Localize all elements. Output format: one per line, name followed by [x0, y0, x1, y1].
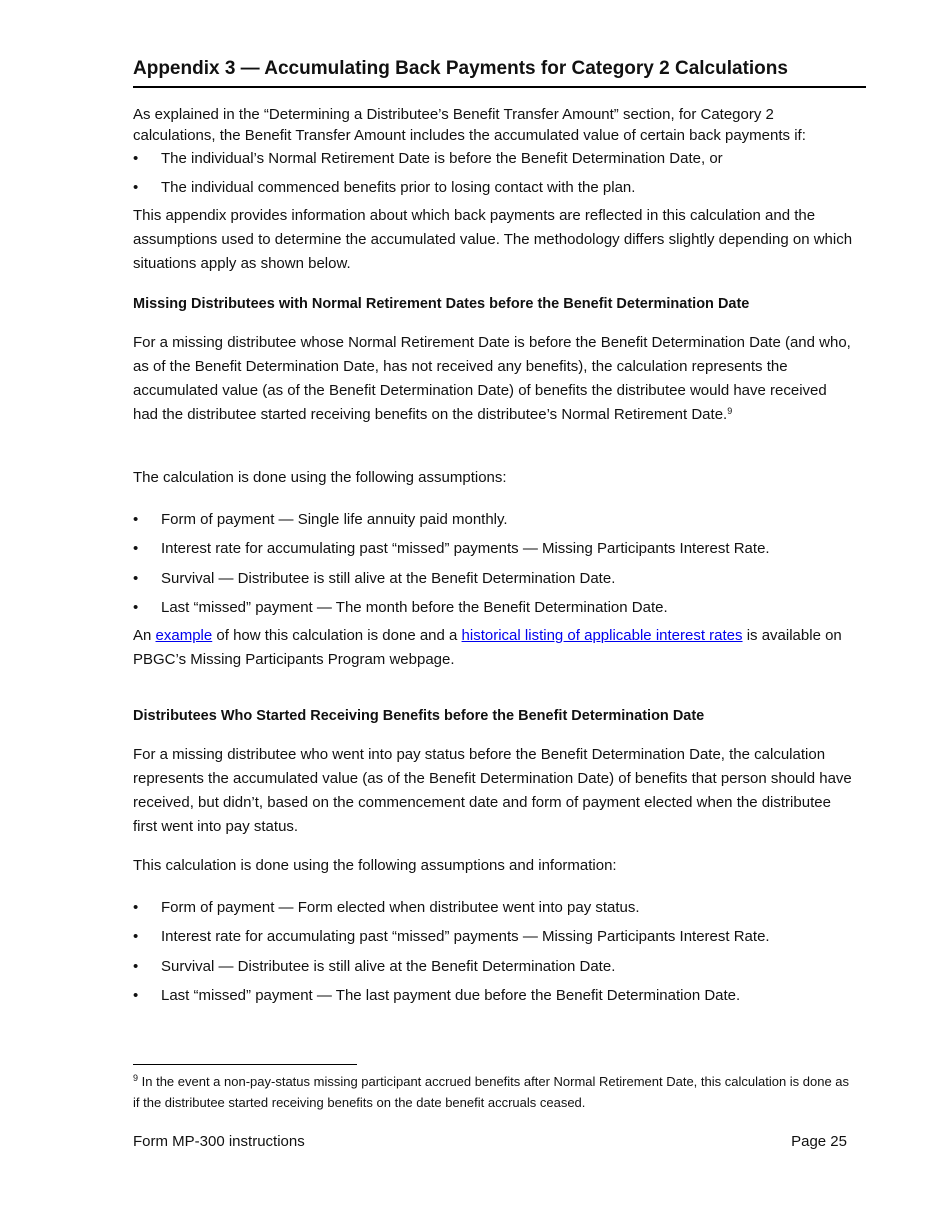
footnote-divider: [133, 1064, 357, 1065]
assumptions-intro: This calculation is done using the following assumptions and information:: [133, 857, 617, 874]
section-heading: Distributees Who Started Receiving Benefits before the Benefit Determination Date: [133, 708, 705, 724]
bullet-icon: •: [133, 958, 139, 975]
bullet-icon: •: [133, 599, 139, 616]
interest-rates-link[interactable]: historical listing of applicable interest rates: [461, 627, 743, 644]
page-title: Appendix 3 — Accumulating Back Payments for Category 2 Calculations: [133, 56, 866, 88]
footer-form-name: Form MP-300 instructions: [133, 1133, 305, 1150]
footnote: $^9$ In the event a non-pay-status missing participant accrued benefits after Normal Retirement Date, this calculation is done as if the distributee started receiving benefits on the date benefit accruals ceased.: [133, 1073, 850, 1110]
footnote-reference[interactable]: 9: [727, 406, 733, 416]
footnote-mark: 9: [133, 1073, 139, 1083]
bullet-icon: •: [133, 150, 139, 167]
bullet-icon: •: [133, 511, 139, 528]
section-heading: Missing Distributees with Normal Retirement Dates before the Benefit Determination Date: [133, 296, 750, 312]
assumptions-intro: The calculation is done using the following assumptions:: [133, 469, 507, 486]
example-link[interactable]: example: [155, 627, 213, 644]
bullet-icon: •: [133, 928, 139, 945]
bullet-icon: •: [133, 899, 139, 916]
links-paragraph: An example of how this calculation is done and a historical listing of applicable interest rates is available on PBGC’s Missing Participants Program webpage.: [133, 627, 842, 668]
section-paragraph: For a missing distributee who went into pay status before the Benefit Determination Date, the calculation represents the accumulated value (as of the Benefit Determination Date) of benefits that person should have received, but didn’t, based on the commencement date and form of payment elected when the distributee first went into pay status.: [133, 746, 852, 835]
page-number: Page 25: [791, 1133, 847, 1150]
appendix-paragraph: This appendix provides information about which back payments are reflected in this calculation and the assumptions used to determine the accumulated value. The methodology differs slightly depending on which situations apply as shown below.: [133, 207, 853, 272]
document-page: Appendix 3 — Accumulating Back Payments for Category 2 Calculations As explained in the “Determining a Distributee’s Benefit Transfer Amount” section, for Category 2 calculations, the Benefit Transfer Amount includes the accumulated value of certain back payments if: • The individual’s Normal Retirement Date is before the Benefit Determination Date, or • The individual commenced benefits prior to losing contact with the plan. This appendix provides information about which back payments are reflected in this calculation and the assumptions used to determine the accumulated value. The methodology differs slightly depending on which situations apply as shown below. Missing Distributees with Normal Retirement Dates before the Benefit Determination Date For a missing distributee whose Normal Retirement Date is before the Benefit Determination Date (and who, as of the Benefit Determination Date, has not received any benefits), the calculation represents the accumulated value (as of the Benefit Determination Date) of benefits the distributee would have received had the distributee started receiving benefits on the distributee’s Normal Retirement Date.$^9$ The calculation is done using the following assumptions: • Form of payment — Single life annuity paid monthly. • Interest rate for accumulating past “missed” payments — Missing Participants Interest Rate. • Survival — Distributee is still alive at the Benefit Determination Date. • Last “missed” payment — The month before the Benefit Determination Date. An example of how this calculation is done and a historical listing of applicable interest rates is available on PBGC’s Missing Participants Program webpage. Distributees Who Started Receiving Benefits before the Benefit Determination Date For a missing distributee who went into pay status before the Benefit Determination Date, the calculation represents the accumulated value (as of the Benefit Determination Date) of benefits that person should have received, but didn’t, based on the commencement date and form of payment elected when the distributee first went into pay status. This calculation is done using the following assumptions and information: • Form of payment — Form elected when distributee went into pay status. • Interest rate for accumulating past “missed” payments — Missing Participants Interest Rate. • Survival — Distributee is still alive at the Benefit Determination Date. • Last “missed” payment — The last payment due before the Benefit Determination Date. $^9$ In the event a non-pay-status missing participant accrued benefits after Normal Retirement Date, this calculation is done as if the distributee started receiving benefits on the date benefit accruals ceased. Form MP-300 instructions Page 25: [0, 0, 950, 1230]
bullet-icon: •: [133, 540, 139, 557]
bullet-icon: •: [133, 987, 139, 1004]
intro-paragraph: As explained in the “Determining a Distributee’s Benefit Transfer Amount” section, for Category 2 calculations, the Benefit Transfer Amount includes the accumulated value of certain back payments if:: [133, 106, 806, 144]
bullet-icon: •: [133, 179, 139, 196]
section-paragraph: For a missing distributee whose Normal Retirement Date is before the Benefit Determination Date (and who, as of the Benefit Determination Date, has not received any benefits), the calculation represents the accumulated value (as of the Benefit Determination Date) of benefits the distributee would have received had the distributee started receiving benefits on the distributee’s Normal Retirement Date.$^9$: [133, 334, 851, 423]
bullet-icon: •: [133, 570, 139, 587]
